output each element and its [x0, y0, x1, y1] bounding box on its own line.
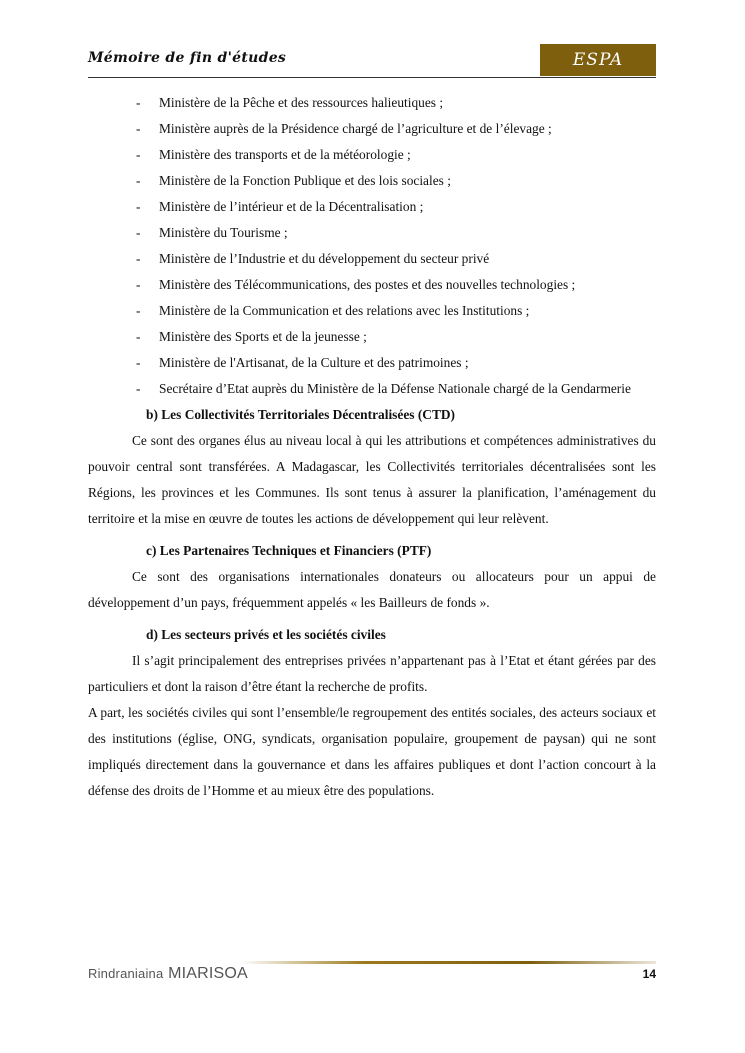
list-item: [88, 298, 656, 324]
list-item-text: Ministère auprès de la Présidence chargé de l’agriculture et de l’élevage ;: [159, 121, 552, 136]
section-d-heading: d) Les secteurs privés et les sociétés civiles: [146, 627, 386, 642]
section-d-text-1: Il s’agit principalement des entreprises privées n’appartenant pas à l’Etat et étant gérées par des particuliers et dont la raison d’être étant la recherche de profits.: [88, 653, 656, 694]
list-item: [88, 220, 656, 246]
list-item: [88, 116, 656, 142]
section-c-heading: c) Les Partenaires Techniques et Financiers (PTF): [146, 543, 432, 558]
list-item: [88, 324, 656, 350]
ministry-list: [88, 90, 656, 402]
list-item-text: Ministère des Télécommunications, des postes et des nouvelles technologies ;: [159, 277, 576, 292]
list-dash: -: [136, 121, 141, 136]
list-item: [88, 90, 656, 116]
list-dash: -: [136, 251, 141, 266]
page-content: [88, 90, 656, 804]
list-item-text: Ministère de la Pêche et des ressources halieutiques ;: [159, 95, 444, 110]
list-item: [88, 246, 656, 272]
list-item-text: Ministère de la Fonction Publique et des lois sociales ;: [159, 173, 451, 188]
list-item-text: Ministère de la Communication et des relations avec les Institutions ;: [159, 303, 530, 318]
footer-author: [88, 965, 248, 983]
list-item: [88, 272, 656, 298]
section-b-text: Ce sont des organes élus au niveau local à qui les attributions et compétences administratives du pouvoir central sont transférées. A Madagascar, les Collectivités territoriales décentralisées sont les Régions, les provinces et les Communes. Ils sont tenus à assurer la planification, l’aménagement du territoire et la mise en œuvre de toutes les actions de développement qui leur relèvent.: [88, 433, 656, 526]
list-item-text: Ministère des Sports et de la jeunesse ;: [159, 329, 367, 344]
list-item-text: Ministère des transports et de la météorologie ;: [159, 147, 411, 162]
list-item-text: Secrétaire d’Etat auprès du Ministère de la Défense Nationale chargé de la Gendarmerie: [159, 381, 631, 396]
list-item: [88, 350, 656, 376]
list-dash: -: [136, 147, 141, 162]
list-item: [88, 376, 656, 402]
list-dash: -: [136, 381, 141, 396]
list-item: [88, 168, 656, 194]
author-last-name: MIARISOA: [168, 965, 248, 982]
list-dash: -: [136, 277, 141, 292]
list-dash: -: [136, 303, 141, 318]
section-b-heading: b) Les Collectivités Territoriales Décentralisées (CTD): [146, 407, 456, 422]
header-title: Mémoire de fin d'études: [88, 50, 287, 66]
section-c-text: Ce sont des organisations internationales donateurs ou allocateurs pour un appui de développement d’un pays, fréquemment appelés « les Bailleurs de fonds ».: [88, 569, 656, 610]
list-item-text: Ministère du Tourisme ;: [159, 225, 288, 240]
list-dash: -: [136, 173, 141, 188]
list-item-text: Ministère de l'Artisanat, de la Culture et des patrimoines ;: [159, 355, 469, 370]
page-number: 14: [642, 967, 656, 981]
list-dash: -: [136, 95, 141, 110]
list-dash: -: [136, 199, 141, 214]
header-divider: [88, 77, 656, 78]
list-dash: -: [136, 329, 141, 344]
section-d-text-2: A part, les sociétés civiles qui sont l’ensemble/le regroupement des entités sociales, des acteurs sociaux et des institutions (église, ONG, syndicats, organisation populaire, groupement de paysan) qui ne sont impliqués directement dans la gouvernance et dans les affaires publiques et dont l’action concourt à la défense des droits de l’Homme et au mieux être des populations.: [88, 705, 656, 798]
page-header: [88, 44, 656, 76]
footer-divider: [240, 961, 656, 964]
list-item: [88, 142, 656, 168]
list-dash: -: [136, 355, 141, 370]
author-first-name: Rindraniaina: [88, 966, 164, 981]
list-item-text: Ministère de l’intérieur et de la Décentralisation ;: [159, 199, 424, 214]
list-item: [88, 194, 656, 220]
list-item-text: Ministère de l’Industrie et du développement du secteur privé: [159, 251, 490, 266]
list-dash: -: [136, 225, 141, 240]
header-badge: ESPA: [540, 44, 656, 76]
